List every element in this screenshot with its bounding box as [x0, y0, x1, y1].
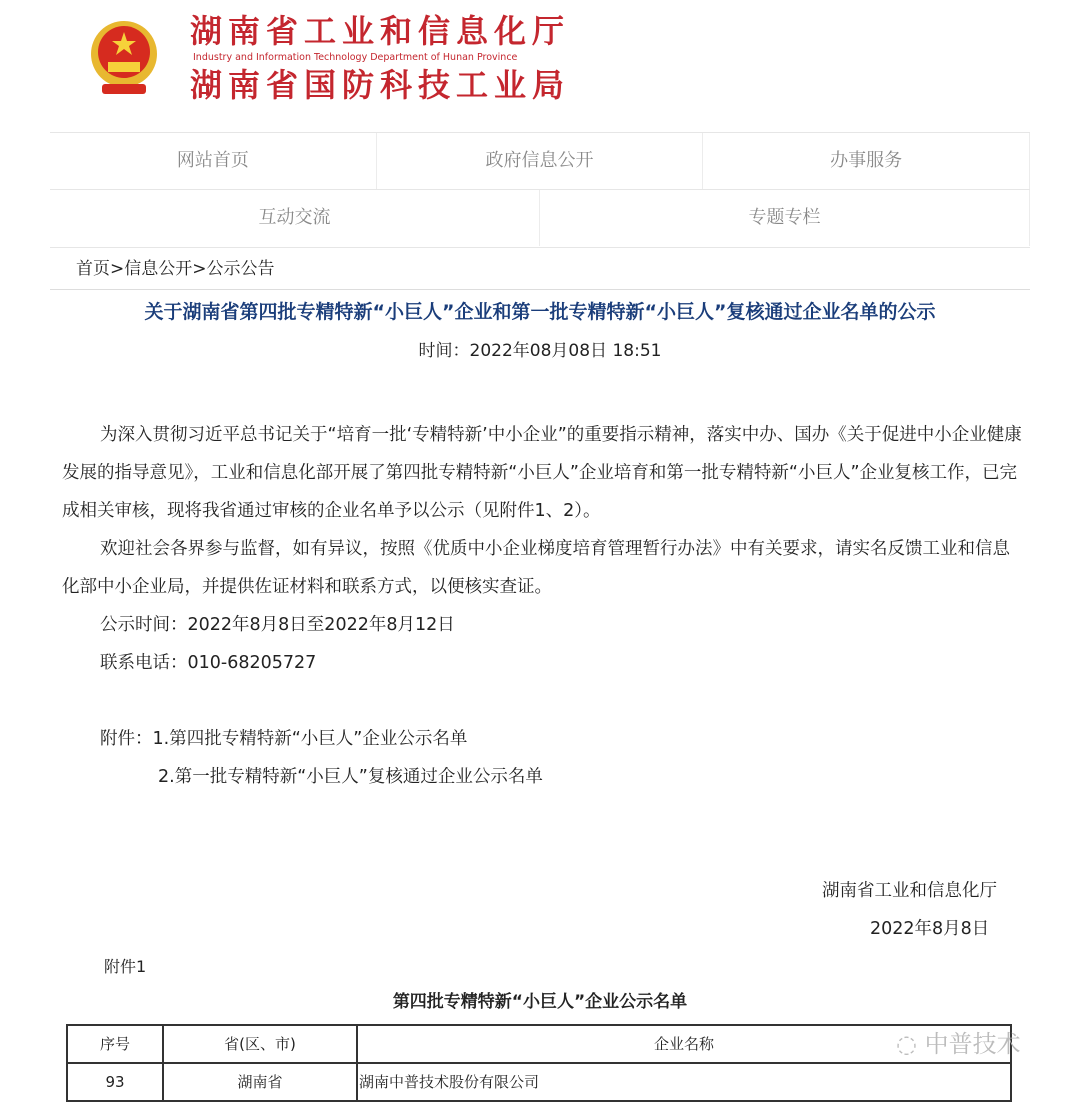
- cell-text: 湖南省: [237, 1073, 283, 1091]
- cell-text: 93: [105, 1073, 125, 1091]
- main-nav: [50, 132, 1030, 248]
- watermark: [896, 1030, 1021, 1059]
- table-header: [67, 1025, 1011, 1063]
- contact-phone: 联系电话：010-68205727: [100, 653, 317, 673]
- table-row: [67, 1063, 1011, 1101]
- site-title-en: Industry and Information Technology Department of Hunan Province: [193, 52, 518, 63]
- national-emblem-icon: [88, 18, 160, 98]
- cell: [357, 1063, 1011, 1101]
- company-table: [66, 1024, 1012, 1102]
- article-time: 时间：2022年08月08日 18:51: [418, 341, 662, 361]
- article-title: 关于湖南省第四批专精特新“小巨人”企业和第一批专精特新“小巨人”复核通过企业名单的公示: [144, 301, 936, 323]
- site-subtitle: 湖南省国防科技工业局: [190, 66, 571, 104]
- paragraph: 欢迎社会各界参与监督，如有异议，按照《优质中小企业梯度培育管理暂行办法》中有关要求，请实名反馈工业和信息化部中小企业局，并提供佐证材料和联系方式，以便核实查证。: [62, 539, 1010, 597]
- header-text: 序号: [99, 1035, 130, 1053]
- site-title: 湖南省工业和信息化厅: [190, 12, 571, 50]
- nav-interaction[interactable]: 互动交流: [50, 190, 540, 246]
- attachment-1-link[interactable]: 附件：1.第四批专精特新“小巨人”企业公示名单: [100, 729, 468, 749]
- cell-text: 湖南中普技术股份有限公司: [359, 1073, 540, 1091]
- breadcrumb[interactable]: 首页>信息公开>公示公告: [76, 259, 275, 279]
- header-cell: [67, 1025, 163, 1063]
- sign-date: 2022年8月8日: [870, 919, 990, 939]
- paragraph: 为深入贯彻习近平总书记关于“培育一批‘专精特新’中小企业”的重要指示精神，落实中办、国办《关于促进中小企业健康发展的指导意见》，工业和信息化部开展了第四批专精特新“小巨人”企业培育和第一批专精特新“小巨人”企业复核工作，已完成相关审核，现将我省通过审核的企业名单予以公示（见附件1、2）。: [62, 425, 1022, 521]
- signature: 湖南省工业和信息化厅: [822, 881, 997, 901]
- nav-topics[interactable]: 专题专栏: [540, 190, 1030, 246]
- wechat-icon: ◌: [896, 1030, 925, 1058]
- cell: [67, 1063, 163, 1101]
- nav-gov-info[interactable]: 政府信息公开: [377, 133, 704, 189]
- annex-label: 附件1: [104, 957, 147, 976]
- watermark-text: 中普技术: [924, 1030, 1021, 1058]
- notice-period: 公示时间：2022年8月8日至2022年8月12日: [100, 615, 455, 635]
- header-cell: [163, 1025, 357, 1063]
- header-text: 省(区、市): [224, 1035, 296, 1053]
- annex-title: 第四批专精特新“小巨人”企业公示名单: [392, 992, 688, 1012]
- nav-services[interactable]: 办事服务: [703, 133, 1030, 189]
- nav-home[interactable]: 网站首页: [50, 133, 377, 189]
- attachment-2-link[interactable]: 2.第一批专精特新“小巨人”复核通过企业公示名单: [158, 767, 543, 787]
- article-body: [62, 416, 1022, 796]
- divider: [50, 289, 1030, 290]
- cell: [163, 1063, 357, 1101]
- header-text: 企业名称: [653, 1035, 714, 1053]
